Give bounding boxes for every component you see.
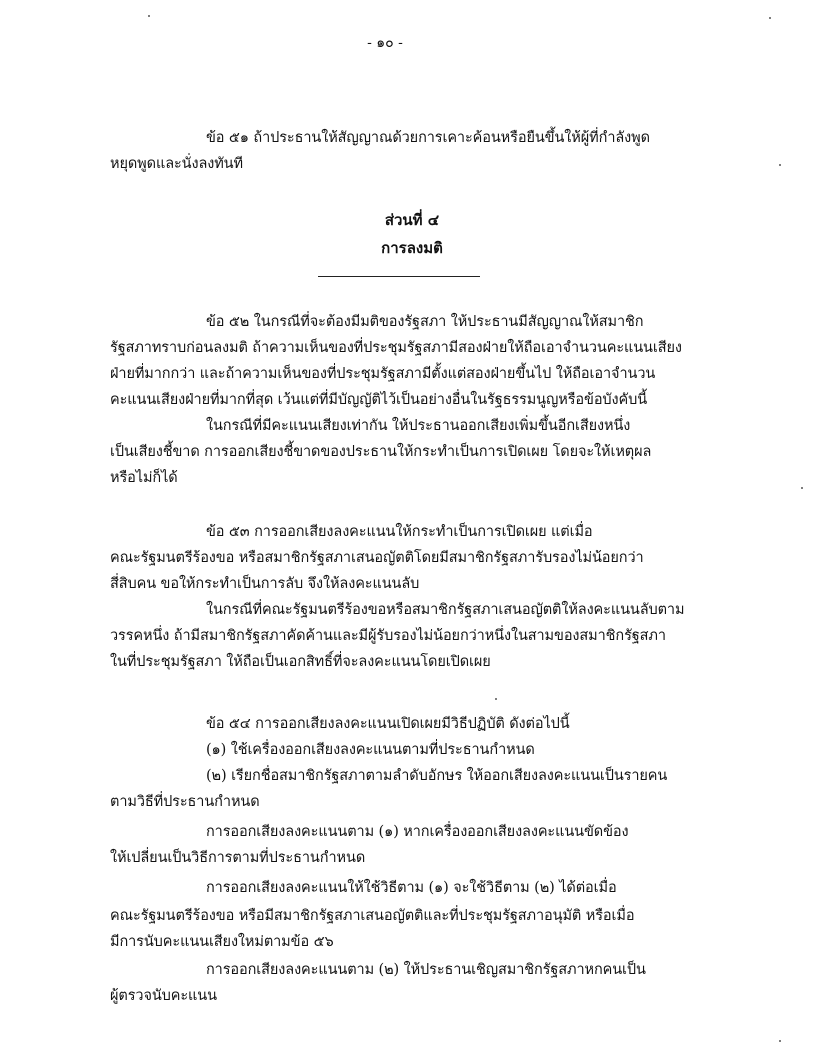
clause-52-line-4: คะแนนเสียงฝ่ายที่มากที่สุด เว้นแต่ที่มีบัญญัติไว้เป็นอย่างอื่นในรัฐธรรมนูญหรือข้อบังคับนี้ [110, 392, 648, 408]
clause-51-line-1: ข้อ ๕๑ ถ้าประธานให้สัญญาณด้วยการเคาะค้อนหรือยืนขึ้นให้ผู้ที่กำลังพูด [206, 130, 650, 146]
clause-53-line-6: ในที่ประชุมรัฐสภา ให้ถือเป็นเอกสิทธิ์ที่จะลงคะแนนโดยเปิดเผย [110, 654, 491, 670]
clause-52-line-1: ข้อ ๕๒ ในกรณีที่จะต้องมีมติของรัฐสภา ให้ประธานมีสัญญาณให้สมาชิก [206, 314, 644, 330]
clause-54-para-2-line-1: การออกเสียงลงคะแนนตาม (๑) หากเครื่องออกเสียงลงคะแนนขัดข้อง [206, 824, 629, 840]
scan-speck [779, 164, 781, 166]
clause-51-line-2: หยุดพูดและนั่งลงทันที [110, 156, 243, 172]
scan-speck [801, 487, 803, 489]
clause-54-para-3-line-1: การออกเสียงลงคะแนนให้ใช้วิธีตาม (๑) จะใช้วิธีตาม (๒) ได้ต่อเมื่อ [206, 880, 617, 896]
clause-54-para-3-line-2: คณะรัฐมนตรีร้องขอ หรือมีสมาชิกรัฐสภาเสนอญัตติและที่ประชุมรัฐสภาอนุมัติ หรือเมื่อ [110, 908, 635, 924]
clause-54-para-3-line-3: มีการนับคะแนนเสียงใหม่ตามข้อ ๕๖ [110, 934, 334, 950]
scan-speck [779, 1040, 781, 1042]
clause-53-line-4: ในกรณีที่คณะรัฐมนตรีร้องขอหรือสมาชิกรัฐสภาเสนอญัตติให้ลงคะแนนลับตาม [206, 602, 685, 618]
clause-53-line-2: คณะรัฐมนตรีร้องขอ หรือสมาชิกรัฐสภาเสนอญัตติโดยมีสมาชิกรัฐสภารับรองไม่น้อยกว่า [110, 550, 644, 566]
clause-54-item-2: (๒) เรียกชื่อสมาชิกรัฐสภาตามลำดับอักษร ให้ออกเสียงลงคะแนนเป็นรายคน [206, 768, 668, 784]
heading-underline [318, 276, 480, 277]
scan-speck [148, 15, 150, 17]
clause-53-line-1: ข้อ ๕๓ การออกเสียงลงคะแนนให้กระทำเป็นการเปิดเผย แต่เมื่อ [206, 524, 593, 540]
clause-52-line-3: ฝ่ายที่มากกว่า และถ้าความเห็นของที่ประชุมรัฐสภามีตั้งแต่สองฝ่ายขึ้นไป ให้ถือเอาจำนวน [110, 366, 656, 382]
clause-54-para-2-line-2: ให้เปลี่ยนเป็นวิธีการตามที่ประธานกำหนด [110, 850, 366, 866]
page-number: - ๑๐ - [367, 35, 403, 51]
clause-52-line-5: ในกรณีที่มีคะแนนเสียงเท่ากัน ให้ประธานออกเสียงเพิ่มขึ้นอีกเสียงหนึ่ง [206, 418, 631, 434]
section-subtitle: การลงมติ [381, 239, 443, 257]
clause-54-line-1: ข้อ ๕๔ การออกเสียงลงคะแนนเปิดเผยมีวิธีปฏิบัติ ดังต่อไปนี้ [206, 716, 570, 732]
clause-54-para-4-line-2: ผู้ตรวจนับคะแนน [110, 988, 217, 1004]
scan-speck [495, 698, 497, 700]
scan-speck [769, 17, 771, 19]
clause-52-line-6: เป็นเสียงชี้ขาด การออกเสียงชี้ขาดของประธานให้กระทำเป็นการเปิดเผย โดยจะให้เหตุผล [110, 444, 652, 460]
clause-52-line-2: รัฐสภาทราบก่อนลงมติ ถ้าความเห็นของที่ประชุมรัฐสภามีสองฝ่ายให้ถือเอาจำนวนคะแนนเสียง [110, 340, 682, 356]
clause-52-line-7: หรือไม่ก็ได้ [110, 470, 178, 486]
clause-54-item-1: (๑) ใช้เครื่องออกเสียงลงคะแนนตามที่ประธานกำหนด [206, 742, 535, 758]
clause-54-item-2-cont: ตามวิธีที่ประธานกำหนด [110, 794, 260, 810]
clause-53-line-3: สี่สิบคน ขอให้กระทำเป็นการลับ จึงให้ลงคะแนนลับ [110, 576, 420, 592]
clause-54-para-4-line-1: การออกเสียงลงคะแนนตาม (๒) ให้ประธานเชิญสมาชิกรัฐสภาหกคนเป็น [206, 962, 646, 978]
clause-53-line-5: วรรคหนึ่ง ถ้ามีสมาชิกรัฐสภาคัดค้านและมีผู้รับรองไม่น้อยกว่าหนึ่งในสามของสมาชิกรัฐสภา [110, 628, 666, 644]
section-title: ส่วนที่ ๔ [384, 211, 440, 229]
